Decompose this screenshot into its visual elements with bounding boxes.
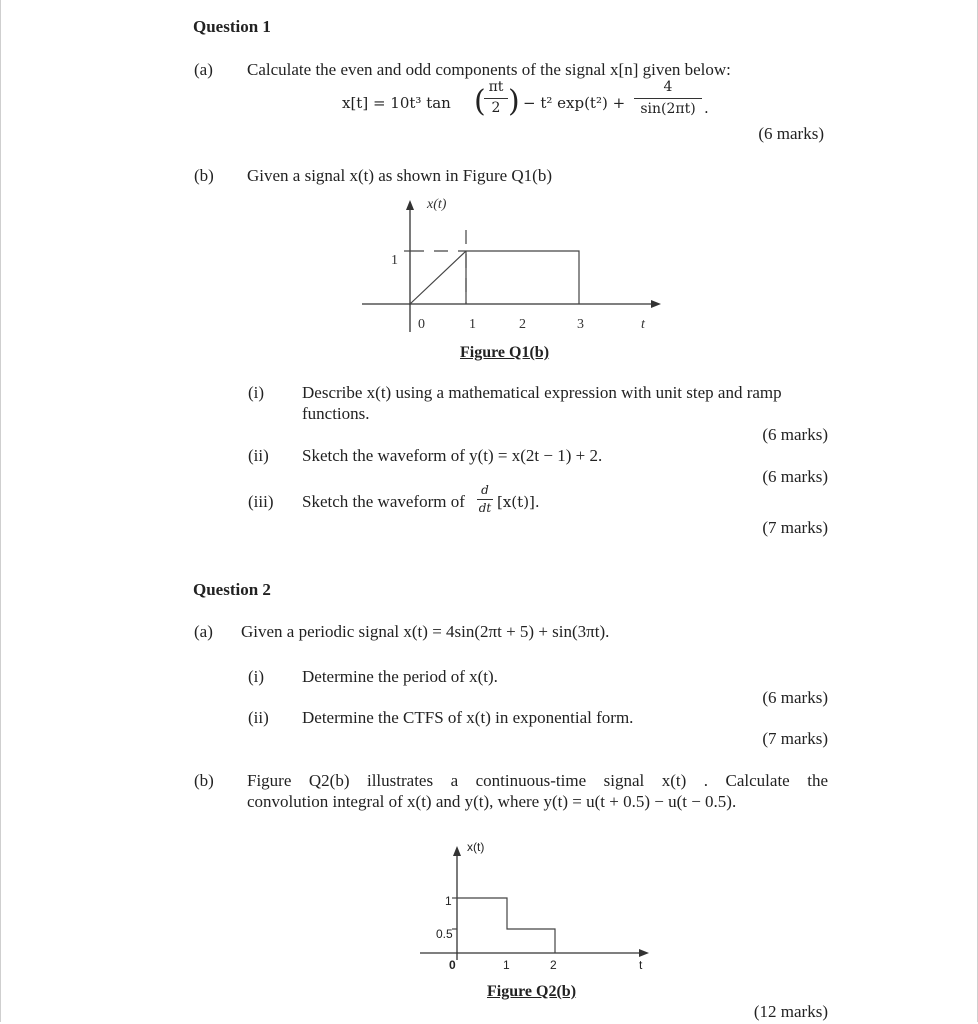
q2b-y-label: x(t) bbox=[467, 840, 485, 854]
q1b-label: (b) bbox=[194, 166, 214, 185]
q1b-pulse bbox=[466, 251, 579, 304]
q1b-ii-label: (ii) bbox=[248, 446, 269, 465]
q2a-ii-marks: (7 marks) bbox=[762, 729, 828, 748]
q1b-ramp bbox=[410, 251, 466, 304]
q2b-y-tick-label-05: 0.5 bbox=[436, 927, 453, 941]
q2b-figure-caption: Figure Q2(b) bbox=[487, 983, 577, 1000]
q1a-text: Calculate the even and odd components of the signal x[n] given below: bbox=[247, 60, 731, 79]
q1b-ii-text: Sketch the waveform of y(t) = x(2t − 1) + 2. bbox=[302, 446, 603, 465]
q1b-iii-deriv-num: d bbox=[481, 483, 489, 497]
q2b-text-line1: Figure Q2(b) illustrates a continuous-time signal x(t) . Calculate the bbox=[247, 771, 828, 790]
q2b-label: (b) bbox=[194, 771, 214, 790]
q2b-x-tick-2: 2 bbox=[550, 958, 557, 972]
q1b-text: Given a signal x(t) as shown in Figure Q1(b) bbox=[247, 166, 553, 185]
q1a-eq-mid: − t² exp(t²) + bbox=[523, 94, 626, 112]
q1a-frac1-num: πt bbox=[488, 79, 504, 95]
q1b-y-arrow bbox=[406, 200, 414, 210]
q2a-i-text: Determine the period of x(t). bbox=[302, 667, 498, 686]
q1b-ii-marks: (6 marks) bbox=[762, 467, 828, 486]
q1b-y-label: x(t) bbox=[427, 197, 447, 212]
q2b-text-line2: convolution integral of x(t) and y(t), where y(t) = u(t + 0.5) − u(t − 0.5). bbox=[247, 792, 737, 811]
q2a-i-label: (i) bbox=[248, 667, 265, 686]
q1b-i-text2: functions. bbox=[302, 404, 370, 423]
q2a-text: Given a periodic signal x(t) = 4sin(2πt + 5) + sin(3πt). bbox=[241, 622, 610, 641]
q1b-x-arrow bbox=[651, 300, 661, 308]
q1b-figure-caption: Figure Q1(b) bbox=[460, 344, 550, 361]
q1b-y-tick-label: 1 bbox=[391, 253, 398, 268]
q2a-ii-label: (ii) bbox=[248, 708, 269, 727]
q1a-frac1-den: 2 bbox=[491, 100, 501, 116]
q1b-iii-label: (iii) bbox=[248, 492, 274, 511]
q2b-y-arrow bbox=[453, 846, 461, 856]
q1b-i-marks: (6 marks) bbox=[762, 425, 828, 444]
q1b-x-tick-1: 1 bbox=[469, 317, 476, 332]
q2b-y-tick-label-1: 1 bbox=[445, 894, 452, 908]
q2a-ii-text: Determine the CTFS of x(t) in exponential form. bbox=[302, 708, 634, 727]
q1b-iii-text: Sketch the waveform of bbox=[302, 492, 465, 511]
q2-heading: Question 2 bbox=[193, 580, 271, 599]
q1b-iii-deriv-bar bbox=[477, 499, 493, 500]
q1b-x-label: t bbox=[641, 317, 645, 332]
q1b-i-text: Describe x(t) using a mathematical expression with unit step and ramp bbox=[302, 383, 782, 402]
q2b-x-arrow bbox=[639, 949, 649, 957]
q1b-iii-marks: (7 marks) bbox=[762, 518, 828, 537]
q1b-iii-text-after: [x(t)]. bbox=[497, 493, 540, 511]
q1a-eq-end: . bbox=[704, 99, 709, 117]
q2a-label: (a) bbox=[194, 622, 213, 641]
q2b-marks: (12 marks) bbox=[753, 1002, 828, 1021]
q1b-x-tick-2: 2 bbox=[519, 317, 526, 332]
q1b-i-label: (i) bbox=[248, 383, 265, 402]
q1a-marks: (6 marks) bbox=[758, 124, 824, 143]
q2b-x-tick-0: 0 bbox=[449, 958, 456, 972]
q2b-signal bbox=[457, 898, 555, 953]
q1a-paren-open: ( bbox=[474, 84, 486, 119]
q2b-x-label: t bbox=[639, 958, 643, 972]
q1-heading: Question 1 bbox=[193, 17, 271, 36]
q1a-eq-lhs: x[t] = 10t³ tan bbox=[342, 94, 451, 112]
q2b-x-tick-1: 1 bbox=[503, 958, 510, 972]
q1b-x-tick-3: 3 bbox=[577, 317, 584, 332]
q1a-paren-close: ) bbox=[508, 84, 520, 119]
q1b-x-tick-0: 0 bbox=[418, 317, 425, 332]
q2a-i-marks: (6 marks) bbox=[762, 688, 828, 707]
q1a-label: (a) bbox=[194, 60, 213, 79]
q1a-frac2-num: 4 bbox=[663, 79, 673, 95]
q1a-frac2-den: sin(2πt) bbox=[640, 101, 696, 117]
q1b-iii-deriv-den: dt bbox=[478, 501, 492, 515]
